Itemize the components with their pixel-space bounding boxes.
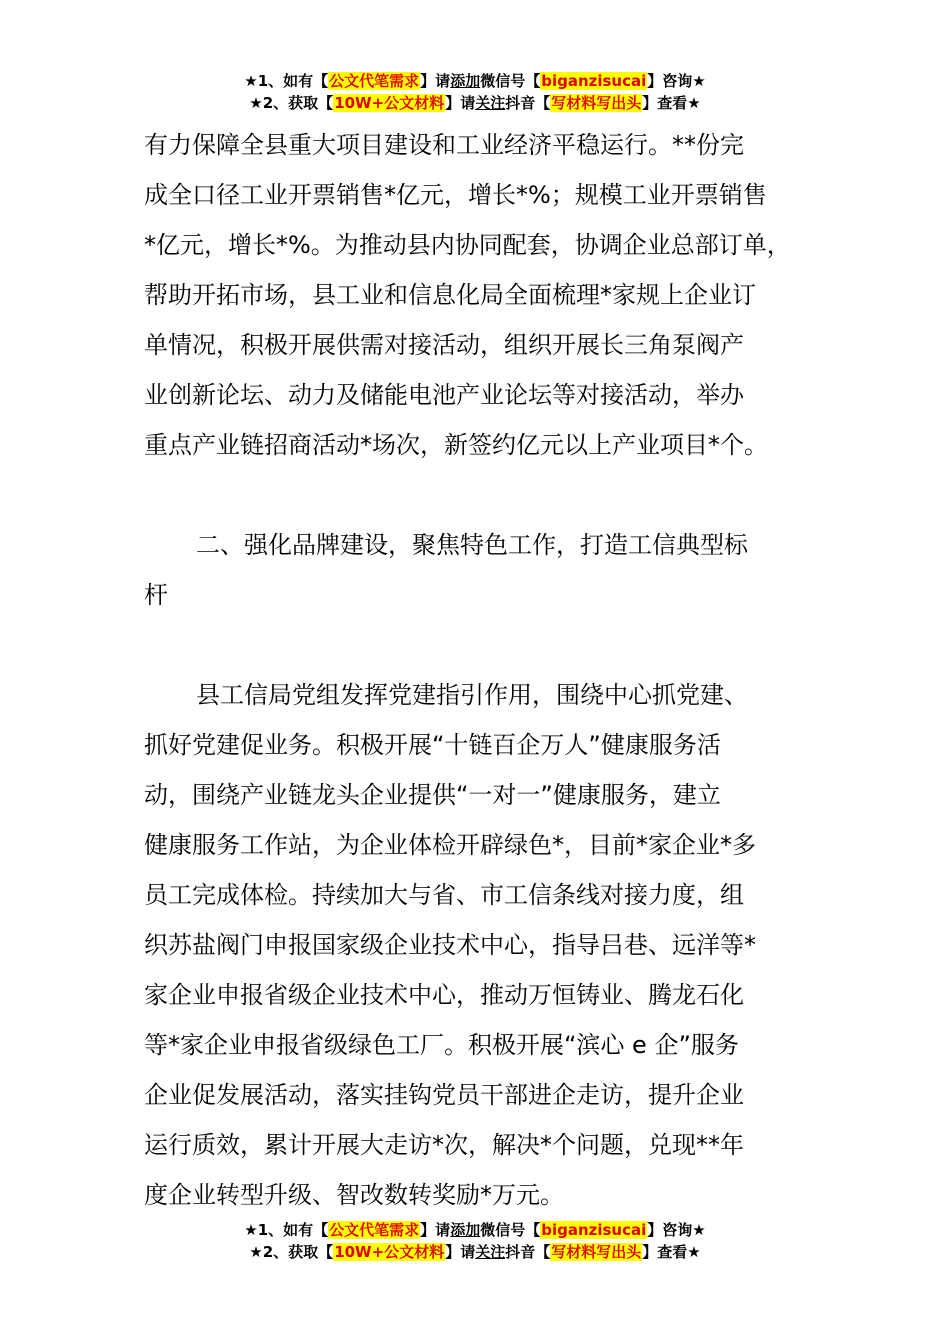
banner-text: 】请 — [445, 1243, 476, 1261]
paragraph-1 — [144, 120, 834, 470]
banner-line-2 — [0, 1241, 950, 1263]
banner-text: ★1、如有【 — [244, 72, 329, 90]
banner-text: 抖音【 — [505, 94, 551, 112]
paragraph-gap — [144, 470, 834, 520]
banner-line-1 — [0, 1219, 950, 1241]
highlight-douyin-account: 写材料写出头 — [551, 94, 642, 112]
paragraph-2 — [144, 670, 834, 1220]
highlight-service: 公文代笔需求 — [329, 1221, 420, 1239]
banner-underlined-text: 关注 — [475, 94, 506, 112]
section-heading-2 — [144, 520, 834, 620]
document-body — [144, 120, 834, 1220]
header-banner — [0, 70, 950, 114]
banner-text: 】咨询★ — [647, 72, 706, 90]
banner-line-2 — [0, 92, 950, 114]
banner-text: 】查看★ — [642, 94, 701, 112]
banner-text: 】请 — [420, 1221, 451, 1239]
banner-line-1 — [0, 70, 950, 92]
text-line: 有力保障全县重大项目建设和工业经济平稳运行。**份完 — [144, 131, 744, 159]
banner-text: 微信号【 — [480, 1221, 541, 1239]
text-line: 单情况，积极开展供需对接活动，组织开展长三角泵阀产 — [144, 331, 744, 359]
text-line: 帮助开拓市场，县工业和信息化局全面梳理*家规上企业订 — [144, 281, 756, 309]
text-line: 健康服务工作站，为企业体检开辟绿色*，目前*家企业*多 — [144, 831, 756, 859]
banner-text: 】查看★ — [642, 1243, 701, 1261]
highlight-service: 公文代笔需求 — [329, 72, 420, 90]
banner-text: 】咨询★ — [647, 1221, 706, 1239]
highlight-douyin-account: 写材料写出头 — [551, 1243, 642, 1261]
highlight-materials: 10W+公文材料 — [334, 94, 445, 112]
banner-underlined-text: 添加 — [450, 72, 481, 90]
banner-text: 微信号【 — [480, 72, 541, 90]
heading-line: 杆 — [144, 581, 168, 609]
highlight-wechat-id: biganzisucai — [541, 1221, 647, 1239]
text-line: 织苏盐阀门申报国家级企业技术中心，指导吕巷、远洋等* — [144, 931, 756, 959]
highlight-materials: 10W+公文材料 — [334, 1243, 445, 1261]
text-line: 度企业转型升级、智改数转奖励*万元。 — [144, 1181, 564, 1209]
text-line: 县工信局党组发挥党建指引作用，围绕中心抓党建、 — [196, 681, 748, 709]
banner-text: ★2、获取【 — [249, 1243, 334, 1261]
paragraph-gap — [144, 620, 834, 670]
text-line: 成全口径工业开票销售*亿元，增长*%；规模工业开票销售 — [144, 181, 767, 209]
text-line: 员工完成体检。持续加大与省、市工信条线对接力度，组 — [144, 881, 744, 909]
banner-underlined-text: 添加 — [450, 1221, 481, 1239]
banner-text: ★2、获取【 — [249, 94, 334, 112]
banner-underlined-text: 关注 — [475, 1243, 506, 1261]
text-line: 企业促发展活动，落实挂钩党员干部进企走访，提升企业 — [144, 1081, 744, 1109]
heading-line: 二、强化品牌建设，聚焦特色工作，打造工信典型标 — [196, 531, 748, 559]
banner-text: 抖音【 — [505, 1243, 551, 1261]
highlight-wechat-id: biganzisucai — [541, 72, 647, 90]
banner-text: 】请 — [445, 94, 476, 112]
footer-banner — [0, 1219, 950, 1263]
text-line: *亿元，增长*%。为推动县内协同配套，协调企业总部订单， — [144, 231, 791, 259]
banner-text: ★1、如有【 — [244, 1221, 329, 1239]
text-line: 抓好党建促业务。积极开展“十链百企万人”健康服务活 — [144, 731, 721, 759]
text-line: 等*家企业申报省级绿色工厂。积极开展“滨心 e 企”服务 — [144, 1031, 739, 1059]
text-line: 家企业申报省级企业技术中心，推动万恒铸业、腾龙石化 — [144, 981, 744, 1009]
text-line: 重点产业链招商活动*场次，新签约亿元以上产业项目*个。 — [144, 431, 768, 459]
text-line: 业创新论坛、动力及储能电池产业论坛等对接活动，举办 — [144, 381, 744, 409]
banner-text: 】请 — [420, 72, 451, 90]
text-line: 动，围绕产业链龙头企业提供“一对一”健康服务，建立 — [144, 781, 721, 809]
text-line: 运行质效，累计开展大走访*次，解决*个问题，兑现**年 — [144, 1131, 744, 1159]
